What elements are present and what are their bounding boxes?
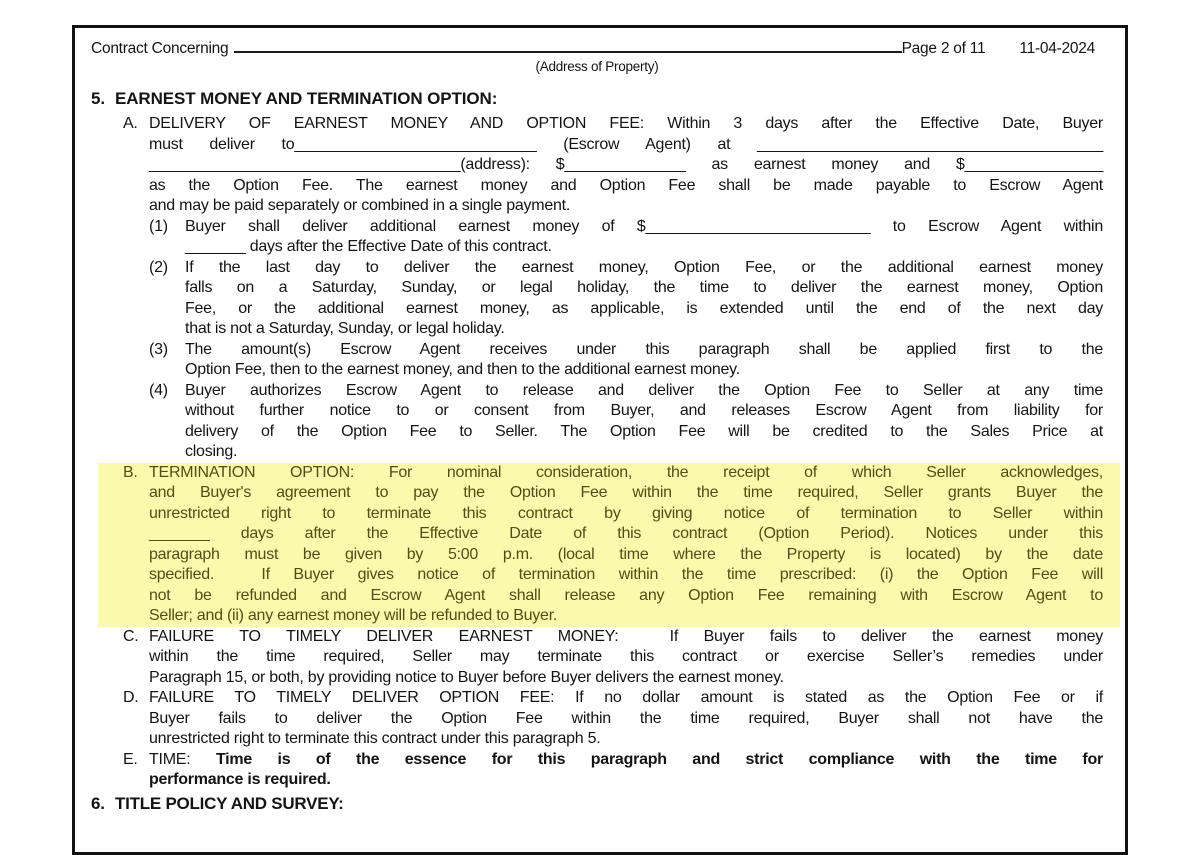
section-e-time xyxy=(123,750,1103,791)
section-a-delivery-of-earnest-money-label: A. xyxy=(123,115,138,132)
earnest-money-amount-blank[interactable]: ______________ xyxy=(564,156,686,173)
text-line xyxy=(185,422,1103,443)
item-3-application-of-amounts-body xyxy=(185,340,1103,381)
section-d-failure-to-deliver-option-fee-label: D. xyxy=(123,689,139,706)
text-segment: (address): $ xyxy=(460,156,565,173)
text-line xyxy=(149,483,1103,504)
item-4-release-of-option-fee-label: (4) xyxy=(149,381,168,399)
section-6-heading-cutoff xyxy=(91,793,1103,814)
item-2-weekend-holiday-extension-label: (2) xyxy=(149,258,168,276)
section-c-failure-to-deliver-earnest-money-body xyxy=(149,627,1103,689)
text-segment: as earnest money and $ xyxy=(685,156,965,173)
section-e-time-label: E. xyxy=(123,750,138,768)
escrow-agent-address-line2-blank[interactable]: ____________________________________ xyxy=(149,156,461,173)
text-segment: Buyer authorizes Escrow Agent to release and deliver the Option Fee to Seller at any time xyxy=(185,381,1103,399)
section-b-termination-option xyxy=(98,463,1120,627)
text-line xyxy=(149,196,1103,217)
text-segment: (Escrow Agent) at xyxy=(536,135,758,153)
item-1-additional-earnest-money xyxy=(149,217,1103,258)
text-segment: Buyer fails to deliver the Option Fee within the time required, Buyer shall not have the xyxy=(149,709,1103,727)
page-number: Page 2 of 11 xyxy=(901,40,986,57)
form-revision-date: 11-04-2024 xyxy=(1019,40,1095,57)
text-line xyxy=(185,258,1103,279)
text-line xyxy=(185,442,1103,463)
section-5-number: 5. xyxy=(91,89,105,108)
text-segment: closing. xyxy=(185,443,238,460)
text-segment: and Buyer's agreement to pay the Option Fee within the time required, Seller grants Buyer the xyxy=(149,484,1103,501)
text-segment: Buyer shall deliver additional earnest money of $ xyxy=(185,217,646,235)
text-segment: paragraph must be given by 5:00 p.m. (local time where the Property is located) by the date xyxy=(149,545,1103,563)
text-segment: Time is of the essence for this paragraph and strict compliance with the time for xyxy=(215,750,1104,768)
item-2-weekend-holiday-extension-body xyxy=(185,258,1103,340)
text-line xyxy=(149,545,1103,566)
text-line xyxy=(185,299,1103,320)
text-line xyxy=(149,709,1103,730)
text-line xyxy=(149,750,1103,771)
contract-concerning-label: Contract Concerning xyxy=(91,40,229,57)
text-line xyxy=(185,340,1103,361)
text-segment: falls on a Saturday, Sunday, or legal holiday, the time to deliver the earnest money, Option xyxy=(185,279,1103,296)
text-line xyxy=(149,627,1103,648)
section-b-termination-option-label: B. xyxy=(123,463,138,481)
section-c-failure-to-deliver-earnest-money-label: C. xyxy=(123,627,139,645)
text-line xyxy=(185,237,1103,258)
text-line xyxy=(149,565,1103,586)
blocks xyxy=(91,114,1103,791)
section-a-delivery-of-earnest-money xyxy=(123,114,1103,217)
text-line xyxy=(149,647,1103,668)
escrow-agent-name-blank[interactable]: ____________________________ xyxy=(294,135,537,153)
item-4-release-of-option-fee-body xyxy=(185,381,1103,463)
text-line xyxy=(149,463,1103,484)
text-line xyxy=(149,770,1103,791)
text-segment: to Escrow Agent within xyxy=(870,217,1103,235)
text-segment: that is not a Saturday, Sunday, or legal holiday. xyxy=(185,320,505,337)
section-b-termination-option-body xyxy=(149,463,1103,627)
section-d-failure-to-deliver-option-fee xyxy=(123,688,1103,750)
text-segment: If the last day to deliver the earnest money, Option Fee, or the additional earnest money xyxy=(185,258,1103,276)
text-segment: not be refunded and Escrow Agent shall release any Option Fee remaining with Escrow Agent to xyxy=(149,586,1103,604)
section-d-failure-to-deliver-option-fee-body xyxy=(149,688,1103,750)
text-line xyxy=(185,381,1103,402)
text-line xyxy=(149,114,1103,135)
text-segment: The amount(s) Escrow Agent receives under this paragraph shall be applied first to the xyxy=(185,340,1103,358)
section-e-time-body xyxy=(149,750,1103,791)
text-segment: TERMINATION OPTION: For nominal consideration, the receipt of which Seller acknowledges, xyxy=(149,463,1103,481)
section-c-failure-to-deliver-earnest-money xyxy=(123,627,1103,689)
text-segment: without further notice to or consent from Buyer, and releases Escrow Agent from liability for xyxy=(185,402,1103,419)
section-5-heading xyxy=(91,88,1103,109)
text-segment: days after the Effective Date of this contract. xyxy=(245,238,552,255)
text-segment: performance is required. xyxy=(149,771,331,788)
text-segment: unrestricted right to terminate this contract by giving notice of termination to Seller within xyxy=(149,504,1103,522)
section-6-number: 6. xyxy=(91,793,105,813)
text-line xyxy=(149,135,1103,156)
text-line xyxy=(149,504,1103,525)
text-line xyxy=(149,586,1103,607)
text-segment: within the time required, Seller may terminate this contract or exercise Seller’s remedies under xyxy=(149,648,1103,665)
text-line xyxy=(185,360,1103,381)
text-line xyxy=(149,729,1103,750)
text-line xyxy=(149,668,1103,689)
section-a-delivery-of-earnest-money-body xyxy=(149,114,1103,217)
text-segment: Seller; and (ii) any earnest money will be refunded to Buyer. xyxy=(149,607,558,624)
text-segment: Fee, or the additional earnest money, as applicable, is extended until the end of the next day xyxy=(185,299,1103,317)
text-segment: Option Fee, then to the earnest money, and then to the additional earnest money. xyxy=(185,361,740,378)
text-line xyxy=(149,606,1103,627)
section-6-title: TITLE POLICY AND SURVEY: xyxy=(115,793,344,813)
text-line xyxy=(149,155,1103,176)
additional-earnest-money-days-blank[interactable]: _______ xyxy=(185,238,246,255)
text-segment: Paragraph 15, or both, by providing notice to Buyer before Buyer delivers the earnest money. xyxy=(149,668,784,686)
section-5-title: EARNEST MONEY AND TERMINATION OPTION: xyxy=(115,89,498,108)
text-segment: delivery of the Option Fee to Seller. The Option Fee will be credited to the Sales Price at xyxy=(185,422,1103,440)
text-segment: FAILURE TO TIMELY DELIVER EARNEST MONEY: If Buyer fails to deliver the earnest money xyxy=(149,627,1103,645)
text-segment: DELIVERY OF EARNEST MONEY AND OPTION FEE: Within 3 days after the Effective Date, Buyer xyxy=(149,115,1103,132)
address-caption: (Address of Property) xyxy=(535,59,659,74)
text-line xyxy=(185,319,1103,340)
text-line xyxy=(149,524,1103,545)
option-period-days-blank[interactable]: _______ xyxy=(149,525,210,542)
text-segment: as the Option Fee. The earnest money and Option Fee shall be made payable to Escrow Agent xyxy=(149,176,1103,194)
page-header xyxy=(91,39,1103,58)
item-3-application-of-amounts-label: (3) xyxy=(149,340,168,358)
text-segment: days after the Effective Date of this contract (Option Period). Notices under this xyxy=(209,525,1103,542)
option-fee-amount-blank[interactable]: ________________ xyxy=(964,156,1104,173)
text-line xyxy=(185,278,1103,299)
text-line xyxy=(149,176,1103,197)
text-segment: TIME: xyxy=(149,750,216,768)
text-segment: specified. If Buyer gives notice of termination within the time prescribed: (i) the Option Fee will xyxy=(149,566,1103,583)
contract-page xyxy=(72,25,1128,855)
item-1-additional-earnest-money-label: (1) xyxy=(149,217,168,235)
text-segment: FAILURE TO TIMELY DELIVER OPTION FEE: If no dollar amount is stated as the Option Fee or if xyxy=(149,689,1103,706)
item-4-release-of-option-fee xyxy=(149,381,1103,463)
additional-earnest-money-amount-blank[interactable]: __________________________ xyxy=(645,217,871,235)
text-line xyxy=(185,217,1103,238)
address-of-property-blank[interactable] xyxy=(234,39,901,53)
text-line xyxy=(149,688,1103,709)
text-segment: unrestricted right to terminate this contract under this paragraph 5. xyxy=(149,730,601,747)
item-2-weekend-holiday-extension xyxy=(149,258,1103,340)
item-1-additional-earnest-money-body xyxy=(185,217,1103,258)
item-3-application-of-amounts xyxy=(149,340,1103,381)
text-segment: must deliver to xyxy=(149,135,295,153)
text-segment: and may be paid separately or combined in a single payment. xyxy=(149,197,571,214)
escrow-agent-address-line1-blank[interactable]: ________________________________________ xyxy=(757,135,1103,153)
text-line xyxy=(185,401,1103,422)
